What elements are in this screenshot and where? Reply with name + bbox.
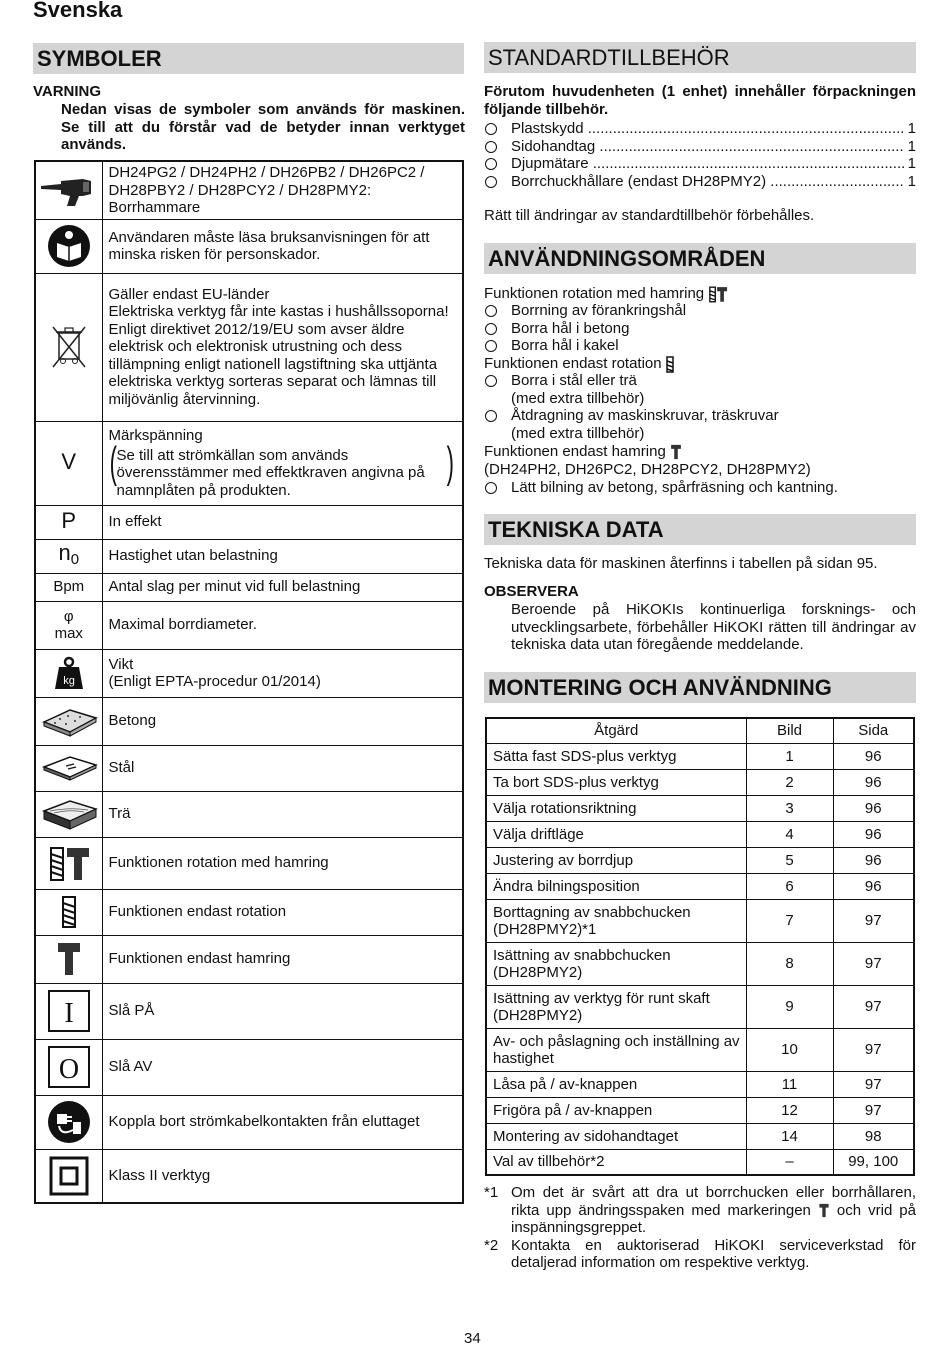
table-row: Av- och påslagning och inställning av hastighet 10 97	[486, 1028, 914, 1071]
voltage-symbol: V	[61, 448, 77, 474]
symbol-row	[35, 837, 463, 889]
hammer-drill-icon	[35, 161, 102, 219]
symbol-text: Maximal borrdiameter.	[102, 601, 463, 649]
bullet-icon	[485, 410, 497, 422]
symbol-row	[35, 421, 463, 505]
bullet-icon	[485, 323, 497, 335]
svg-text:O: O	[58, 1054, 79, 1085]
bullet-icon	[485, 176, 497, 188]
symbol-text: Funktionen endast hamring	[102, 935, 463, 983]
symbol-row	[35, 649, 463, 697]
symbol-row	[35, 219, 463, 273]
bullet-icon	[485, 305, 497, 317]
footnote: *1 Om det är svårt att dra ut borrchucken eller borrhållaren, rikta upp ändringsspaken med markeringen och vrid på inspänningsgreppet.	[484, 1184, 916, 1236]
applications-group: Funktionen endast rotation	[484, 355, 916, 373]
symbol-text: Användaren måste läsa bruksanvisningen för att minska risken för personskador.	[102, 219, 463, 273]
warning-text: Nedan visas de symboler som används för maskinen. Se till att du förstår vad de betyder innan verktyget används.	[61, 101, 465, 153]
rotation-hammering-icon	[35, 837, 102, 889]
symbol-row	[35, 1095, 463, 1149]
list-item: Djupmätare ..... 1	[484, 155, 916, 173]
accessories-list	[484, 120, 916, 190]
table-row: Ta bort SDS-plus verktyg 2 96	[486, 769, 914, 795]
symbol-text: Trä	[102, 791, 463, 837]
bullet-icon	[485, 123, 497, 135]
symbol-row	[35, 983, 463, 1039]
list-item: Borrchuckhållare (endast DH28PMY2) ..... 1	[484, 173, 916, 191]
symbol-text: Slå PÅ	[102, 983, 463, 1039]
column-header: Åtgärd	[486, 718, 746, 743]
symbols-heading: SYMBOLER	[33, 43, 464, 74]
symbol-row	[35, 791, 463, 837]
assembly-table	[485, 717, 915, 1176]
symbols-table	[34, 160, 464, 1204]
symbol-row	[35, 505, 463, 539]
table-row: Justering av borrdjup 5 96	[486, 847, 914, 873]
symbol-row	[35, 1149, 463, 1203]
table-row: Ändra bilningsposition 6 96	[486, 873, 914, 899]
symbol-row	[35, 697, 463, 745]
symbol-text: Hastighet utan belastning	[102, 539, 463, 573]
table-row: Isättning av verktyg för runt skaft (DH28PMY2) 9 97	[486, 985, 914, 1028]
hammering-only-icon	[670, 444, 682, 460]
table-row: Isättning av snabbchucken (DH28PMY2) 8 97	[486, 942, 914, 985]
applications-list	[484, 372, 916, 442]
rotation-only-icon	[35, 889, 102, 935]
symbol-row	[35, 935, 463, 983]
switch-off-icon	[35, 1039, 102, 1095]
rotation-only-icon	[666, 356, 674, 373]
technical-data-heading: TEKNISKA DATA	[484, 514, 916, 545]
symbol-row	[35, 889, 463, 935]
applications-group: Funktionen endast hamring (DH24PH2, DH26PC2, DH28PCY2, DH28PMY2)	[484, 443, 811, 478]
bullet-icon	[485, 375, 497, 387]
list-item: Borra hål i kakel	[484, 337, 916, 355]
table-row: Sätta fast SDS-plus verktyg 1 96	[486, 743, 914, 769]
table-header-row	[486, 718, 914, 743]
accessories-note: Rätt till ändringar av standardtillbehör förbehålles.	[484, 207, 815, 224]
speed-symbol: n	[58, 539, 71, 565]
applications-heading: ANVÄNDNINGSOMRÅDEN	[484, 243, 916, 274]
bpm-symbol: Bpm	[53, 578, 85, 596]
table-row: Välja rotationsriktning 3 96	[486, 795, 914, 821]
symbol-text: Klass II verktyg	[102, 1149, 463, 1203]
applications-list	[484, 479, 916, 497]
bracket-text: Se till att strömkällan som används överensstämmer med effektkraven angivna på namnplåten på produkten.	[116, 446, 425, 499]
footnotes	[484, 1184, 916, 1272]
note-text: Beroende på HiKOKIs kontinuerliga forsknings- och utvecklingsarbete, förbehåller HiKOKI rätten till ändringar av tekniska data utan föregående meddelande.	[511, 601, 916, 653]
page-language: Svenska	[33, 0, 123, 22]
bullet-icon	[485, 158, 497, 170]
svg-text:kg: kg	[62, 675, 75, 687]
symbol-row	[35, 161, 463, 219]
symbol-text: Märkspänning	[108, 427, 203, 444]
warning-title: VARNING	[33, 83, 102, 100]
applications-list	[484, 302, 916, 355]
hammering-only-icon	[35, 935, 102, 983]
assembly-heading: MONTERING OCH ANVÄNDNING	[484, 672, 916, 703]
symbol-text: Antal slag per minut vid full belastning	[102, 573, 463, 601]
svg-text:I: I	[64, 998, 74, 1029]
symbol-text: Funktionen rotation med hamring	[102, 837, 463, 889]
symbol-text: Vikt (Enligt EPTA-procedur 01/2014)	[102, 649, 463, 697]
diameter-symbol: φ	[63, 608, 74, 625]
read-manual-icon	[35, 219, 102, 273]
table-row: Frigöra på / av-knappen 12 97	[486, 1097, 914, 1123]
list-item: Borrning av förankringshål	[484, 302, 916, 320]
weee-bin-icon	[35, 273, 102, 421]
symbol-text: DH24PG2 / DH24PH2 / DH26PB2 / DH26PC2 / DH28PBY2 / DH28PCY2 / DH28PMY2: Borrhammare	[102, 161, 463, 219]
bracketed-note: ( Se till att strömkällan som används överensstämmer med effektkraven angivna på namnplåten på produkten. )	[109, 437, 455, 499]
table-row: Val av tillbehör*2 – 99, 100	[486, 1149, 914, 1175]
list-item: Åtdragning av maskinskruvar, träskruvar (med extra tillbehör)	[484, 407, 916, 442]
symbol-text: Funktionen endast rotation	[102, 889, 463, 935]
concrete-icon	[35, 697, 102, 745]
bullet-icon	[485, 482, 497, 494]
list-item: Borra hål i betong	[484, 320, 916, 338]
list-item: Lätt bilning av betong, spårfräsning och kantning.	[484, 479, 916, 497]
symbol-row	[35, 273, 463, 421]
switch-on-icon	[35, 983, 102, 1039]
symbol-text: Gäller endast EU-länder Elektriska verktyg får inte kastas i hushållssoporna! Enligt direktivet 2012/19/EU som avser äldre elektrisk och elektronisk utrustning och dess tillämpning enligt nationell lagstiftning ska uttjänta elektriska verktyg sorteras separat och lämnas till miljövänlig återvinning.	[102, 273, 463, 421]
note-title: OBSERVERA	[484, 583, 579, 600]
symbol-text: Betong	[102, 697, 463, 745]
class-ii-icon	[35, 1149, 102, 1203]
wood-icon	[35, 791, 102, 837]
symbol-text: Koppla bort strömkabelkontakten från eluttaget	[102, 1095, 463, 1149]
symbol-row	[35, 1039, 463, 1095]
applications-group: Funktionen rotation med hamring	[484, 285, 916, 303]
symbol-row: $n_0$ Hastighet utan belastning	[35, 539, 463, 573]
table-row: Montering av sidohandtaget 14 98	[486, 1123, 914, 1149]
list-item: Borra i stål eller trä (med extra tillbehör)	[484, 372, 916, 407]
symbol-text: Stål	[102, 745, 463, 791]
weight-kg-icon	[35, 649, 102, 697]
symbol-row: φ max Maximal borrdiameter.	[35, 601, 463, 649]
table-row: Låsa på / av-knappen 11 97	[486, 1071, 914, 1097]
power-symbol: P	[61, 507, 77, 533]
technical-data-text: Tekniska data för maskinen återfinns i tabellen på sidan 95.	[484, 555, 878, 572]
hammering-only-icon	[818, 1203, 830, 1218]
rotation-hammering-icon	[708, 285, 728, 303]
list-item: Sidohandtag ..... 1	[484, 138, 916, 156]
unplug-icon	[35, 1095, 102, 1149]
steel-icon	[35, 745, 102, 791]
table-row: Borttagning av snabbchucken (DH28PMY2)*1 7 97	[486, 899, 914, 942]
symbol-row	[35, 573, 463, 601]
symbol-text: In effekt	[102, 505, 463, 539]
accessories-intro: Förutom huvudenheten (1 enhet) innehåller förpackningen följande tillbehör.	[484, 83, 916, 118]
symbol-row	[35, 745, 463, 791]
table-row: Välja driftläge 4 96	[486, 821, 914, 847]
accessories-heading: STANDARDTILLBEHÖR	[484, 42, 916, 73]
footnote: *2 Kontakta en auktoriserad HiKOKI serviceverkstad för detaljerad information om respektive verktyg.	[484, 1236, 916, 1271]
bullet-icon	[485, 141, 497, 153]
column-header: Sida	[833, 718, 914, 743]
bullet-icon	[485, 340, 497, 352]
symbol-text: Slå AV	[102, 1039, 463, 1095]
page-number: 34	[464, 1330, 481, 1347]
column-header: Bild	[746, 718, 833, 743]
list-item: Plastskydd ..... 1	[484, 120, 916, 138]
